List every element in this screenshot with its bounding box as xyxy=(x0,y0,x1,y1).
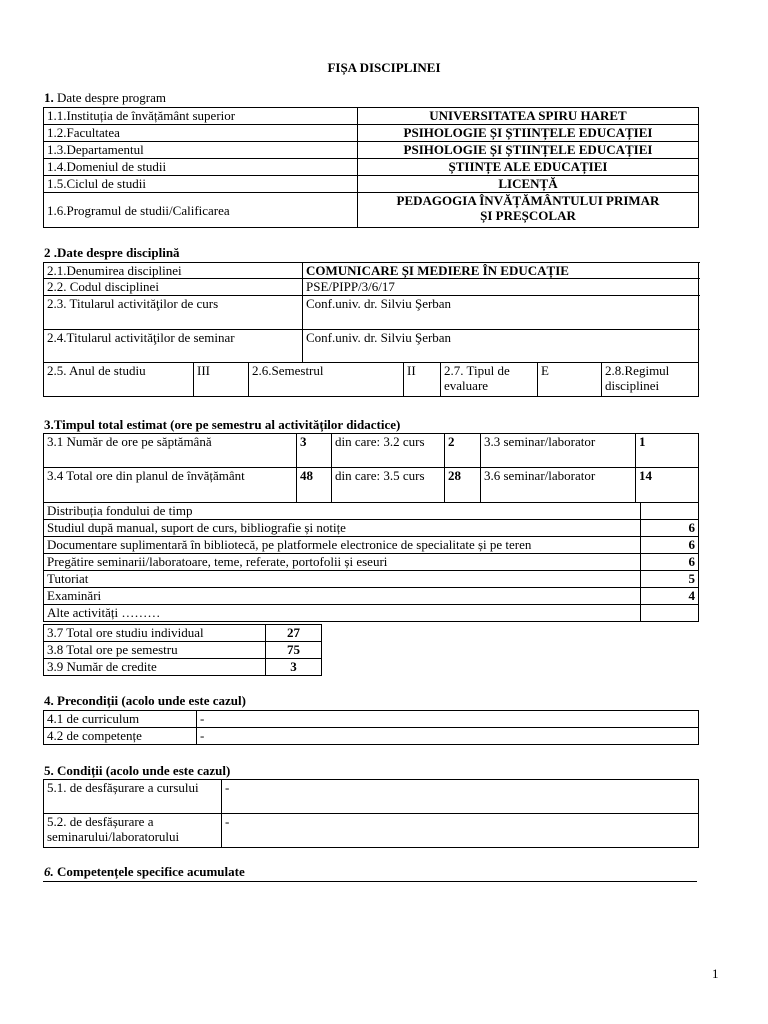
program-value: UNIVERSITATEA SPIRU HARET xyxy=(358,108,699,125)
distribution-label: Examinări xyxy=(44,588,641,605)
program-value: PSIHOLOGIE ȘI ȘTIINȚELE EDUCAȚIEI xyxy=(358,142,699,159)
distribution-label: Alte activități ……… xyxy=(44,605,641,622)
discipline-code-value: PSE/PIPP/3/6/17 xyxy=(303,279,699,296)
evaluation-label: 2.7. Tipul de evaluare xyxy=(441,363,538,397)
evaluation-value: E xyxy=(538,363,602,397)
program-label: 1.4.Domeniul de studii xyxy=(44,159,358,176)
program-value: PSIHOLOGIE ȘI ȘTIINȚELE EDUCAȚIEI xyxy=(358,125,699,142)
semester-label: 2.6.Semestrul xyxy=(249,363,404,397)
seminar-holder-value: Conf.univ. dr. Silviu Şerban xyxy=(303,330,699,363)
distribution-value: 6 xyxy=(641,537,699,554)
discipline-table xyxy=(43,262,699,397)
total-seminar-value: 14 xyxy=(636,468,699,503)
discipline-name-value: COMUNICARE ȘI MEDIERE ÎN EDUCAȚIE xyxy=(303,263,699,279)
section-2-heading: 2 .Date despre disciplină xyxy=(44,245,180,260)
totals-label: 3.7 Total ore studiu individual xyxy=(44,625,266,642)
distribution-value: 6 xyxy=(641,520,699,537)
condition-label: 5.1. de desfășurare a cursului xyxy=(44,780,222,814)
year-value: III xyxy=(194,363,249,397)
program-label: 1.1.Instituția de învățământ superior xyxy=(44,108,358,125)
condition-value: - xyxy=(222,780,699,814)
distribution-label: Documentare suplimentară în bibliotecă, pe platformele electronice de specialitate și pe teren xyxy=(44,537,641,554)
distribution-label: Tutoriat xyxy=(44,571,641,588)
precondition-value: - xyxy=(197,728,699,745)
course-hours-value: 2 xyxy=(445,434,481,468)
document-title: FIȘA DISCIPLINEI xyxy=(327,60,441,75)
seminar-holder-label: 2.4.Titularul activităţilor de seminar xyxy=(44,330,303,363)
total-course-label: din care: 3.5 curs xyxy=(332,468,445,503)
page-number: 1 xyxy=(712,966,719,981)
precondition-label: 4.1 de curriculum xyxy=(44,711,197,728)
distribution-header-value xyxy=(641,503,699,520)
totals-label: 3.9 Număr de credite xyxy=(44,659,266,676)
time-distribution-table xyxy=(43,502,699,622)
course-hours-label: din care: 3.2 curs xyxy=(332,434,445,468)
time-hours-table xyxy=(43,433,699,503)
seminar-hours-label: 3.3 seminar/laborator xyxy=(481,434,636,468)
program-label: 1.5.Ciclul de studii xyxy=(44,176,358,193)
total-course-value: 28 xyxy=(445,468,481,503)
distribution-value: 6 xyxy=(641,554,699,571)
program-label: 1.6.Programul de studii/Calificarea xyxy=(44,193,358,228)
preconditions-table xyxy=(43,710,699,745)
course-holder-value: Conf.univ. dr. Silviu Şerban xyxy=(303,296,699,330)
program-value: ȘTIINȚE ALE EDUCAȚIEI xyxy=(358,159,699,176)
program-label: 1.2.Facultatea xyxy=(44,125,358,142)
time-totals-table xyxy=(43,624,322,676)
section-6-rule xyxy=(43,881,697,882)
total-hours-label: 3.4 Total ore din planul de învățământ xyxy=(44,468,297,503)
hours-per-week-value: 3 xyxy=(297,434,332,468)
totals-value: 3 xyxy=(266,659,322,676)
section-6-title: Competențele specifice acumulate xyxy=(53,864,245,879)
totals-value: 27 xyxy=(266,625,322,642)
hours-per-week-label: 3.1 Număr de ore pe săptămână xyxy=(44,434,297,468)
section-3-heading: 3.Timpul total estimat (ore pe semestru al activităților didactice) xyxy=(44,417,401,432)
totals-value: 75 xyxy=(266,642,322,659)
semester-value: II xyxy=(404,363,441,397)
discipline-name-label: 2.1.Denumirea disciplinei xyxy=(44,263,303,279)
section-1-title: Date despre program xyxy=(53,90,167,105)
regime-label: 2.8.Regimul disciplinei xyxy=(602,363,699,397)
condition-value: - xyxy=(222,814,699,848)
program-label: 1.3.Departamentul xyxy=(44,142,358,159)
distribution-value: 5 xyxy=(641,571,699,588)
section-5-heading: 5. Condiții (acolo unde este cazul) xyxy=(44,763,231,778)
distribution-value xyxy=(641,605,699,622)
distribution-label: Pregătire seminarii/laboratoare, teme, referate, portofolii și eseuri xyxy=(44,554,641,571)
seminar-hours-value: 1 xyxy=(636,434,699,468)
discipline-code-label: 2.2. Codul disciplinei xyxy=(44,279,303,296)
section-6-heading xyxy=(44,864,245,880)
total-seminar-label: 3.6 seminar/laborator xyxy=(481,468,636,503)
section-1-heading xyxy=(44,90,166,106)
program-value-line: PEDAGOGIA ÎNVĂȚĂMÂNTULUI PRIMAR xyxy=(396,193,660,208)
year-label: 2.5. Anul de studiu xyxy=(44,363,194,397)
condition-label: 5.2. de desfășurare a seminarului/laboratorului xyxy=(44,814,222,848)
program-table xyxy=(43,107,699,228)
program-value-line: ȘI PREȘCOLAR xyxy=(480,208,576,223)
conditions-table xyxy=(43,779,699,848)
distribution-header: Distribuția fondului de timp xyxy=(44,503,641,520)
totals-label: 3.8 Total ore pe semestru xyxy=(44,642,266,659)
section-1-number: 1. xyxy=(44,90,54,105)
program-value xyxy=(358,193,699,228)
precondition-value: - xyxy=(197,711,699,728)
course-holder-label: 2.3. Titularul activităţilor de curs xyxy=(44,296,303,330)
program-value: LICENȚĂ xyxy=(358,176,699,193)
total-hours-value: 48 xyxy=(297,468,332,503)
distribution-label: Studiul după manual, suport de curs, bibliografie și notițe xyxy=(44,520,641,537)
section-4-heading: 4. Precondiții (acolo unde este cazul) xyxy=(44,693,246,708)
section-6-number: 6. xyxy=(44,864,54,879)
distribution-value: 4 xyxy=(641,588,699,605)
precondition-label: 4.2 de competențe xyxy=(44,728,197,745)
